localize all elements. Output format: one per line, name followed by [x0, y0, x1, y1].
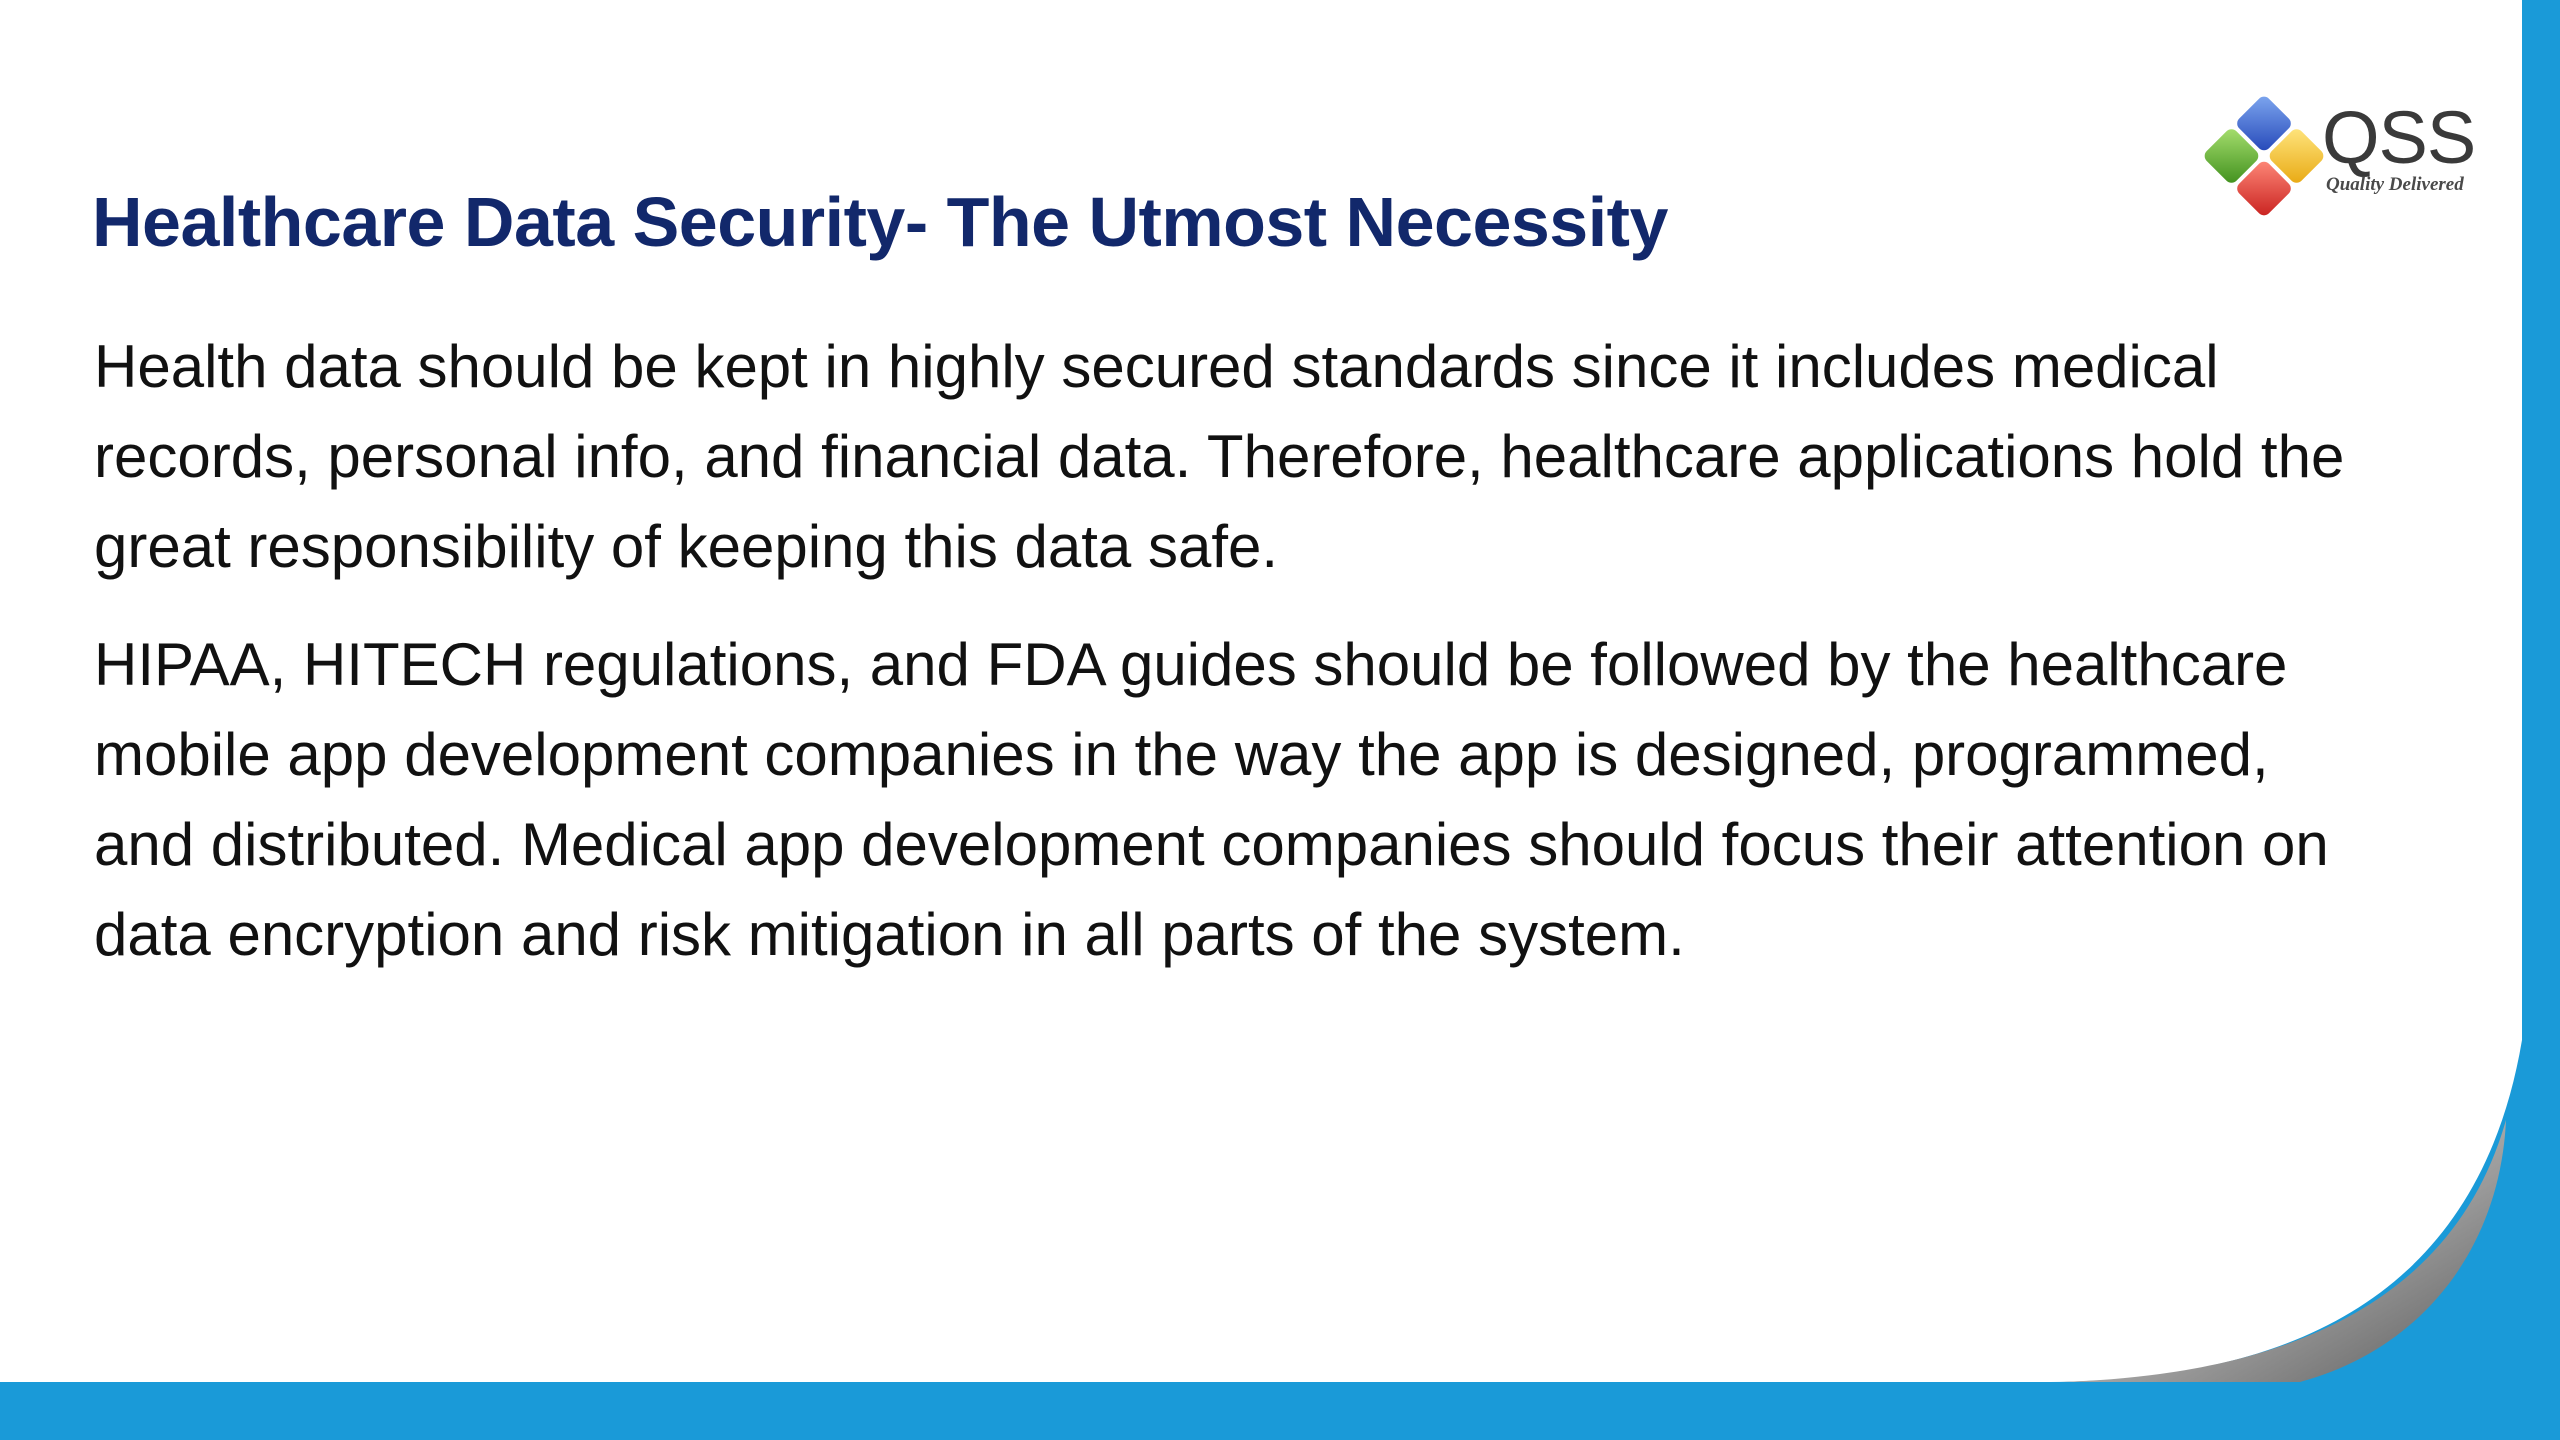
slide-body — [94, 322, 2354, 1008]
slide-title: Healthcare Data Security- The Utmost Necessity — [92, 183, 1668, 261]
four-color-diamond-logo-icon — [2200, 92, 2330, 222]
body-paragraph-2: HIPAA, HITECH regulations, and FDA guides should be followed by the healthcare mobile app development companies in the way the app is designed, programmed, and distributed. Medical app development companies should focus their attention on data encryption and risk mitigation in all parts of the system. — [94, 631, 2329, 968]
qss-logo — [2200, 92, 2480, 222]
body-paragraph-1: Health data should be kept in highly secured standards since it includes medical records, personal info, and financial data. Therefore, healthcare applications hold the great responsibility of keeping this data safe. — [94, 333, 2345, 580]
logo-tagline: Quality Delivered — [2326, 174, 2464, 195]
logo-wordmark: QSS — [2322, 96, 2476, 179]
